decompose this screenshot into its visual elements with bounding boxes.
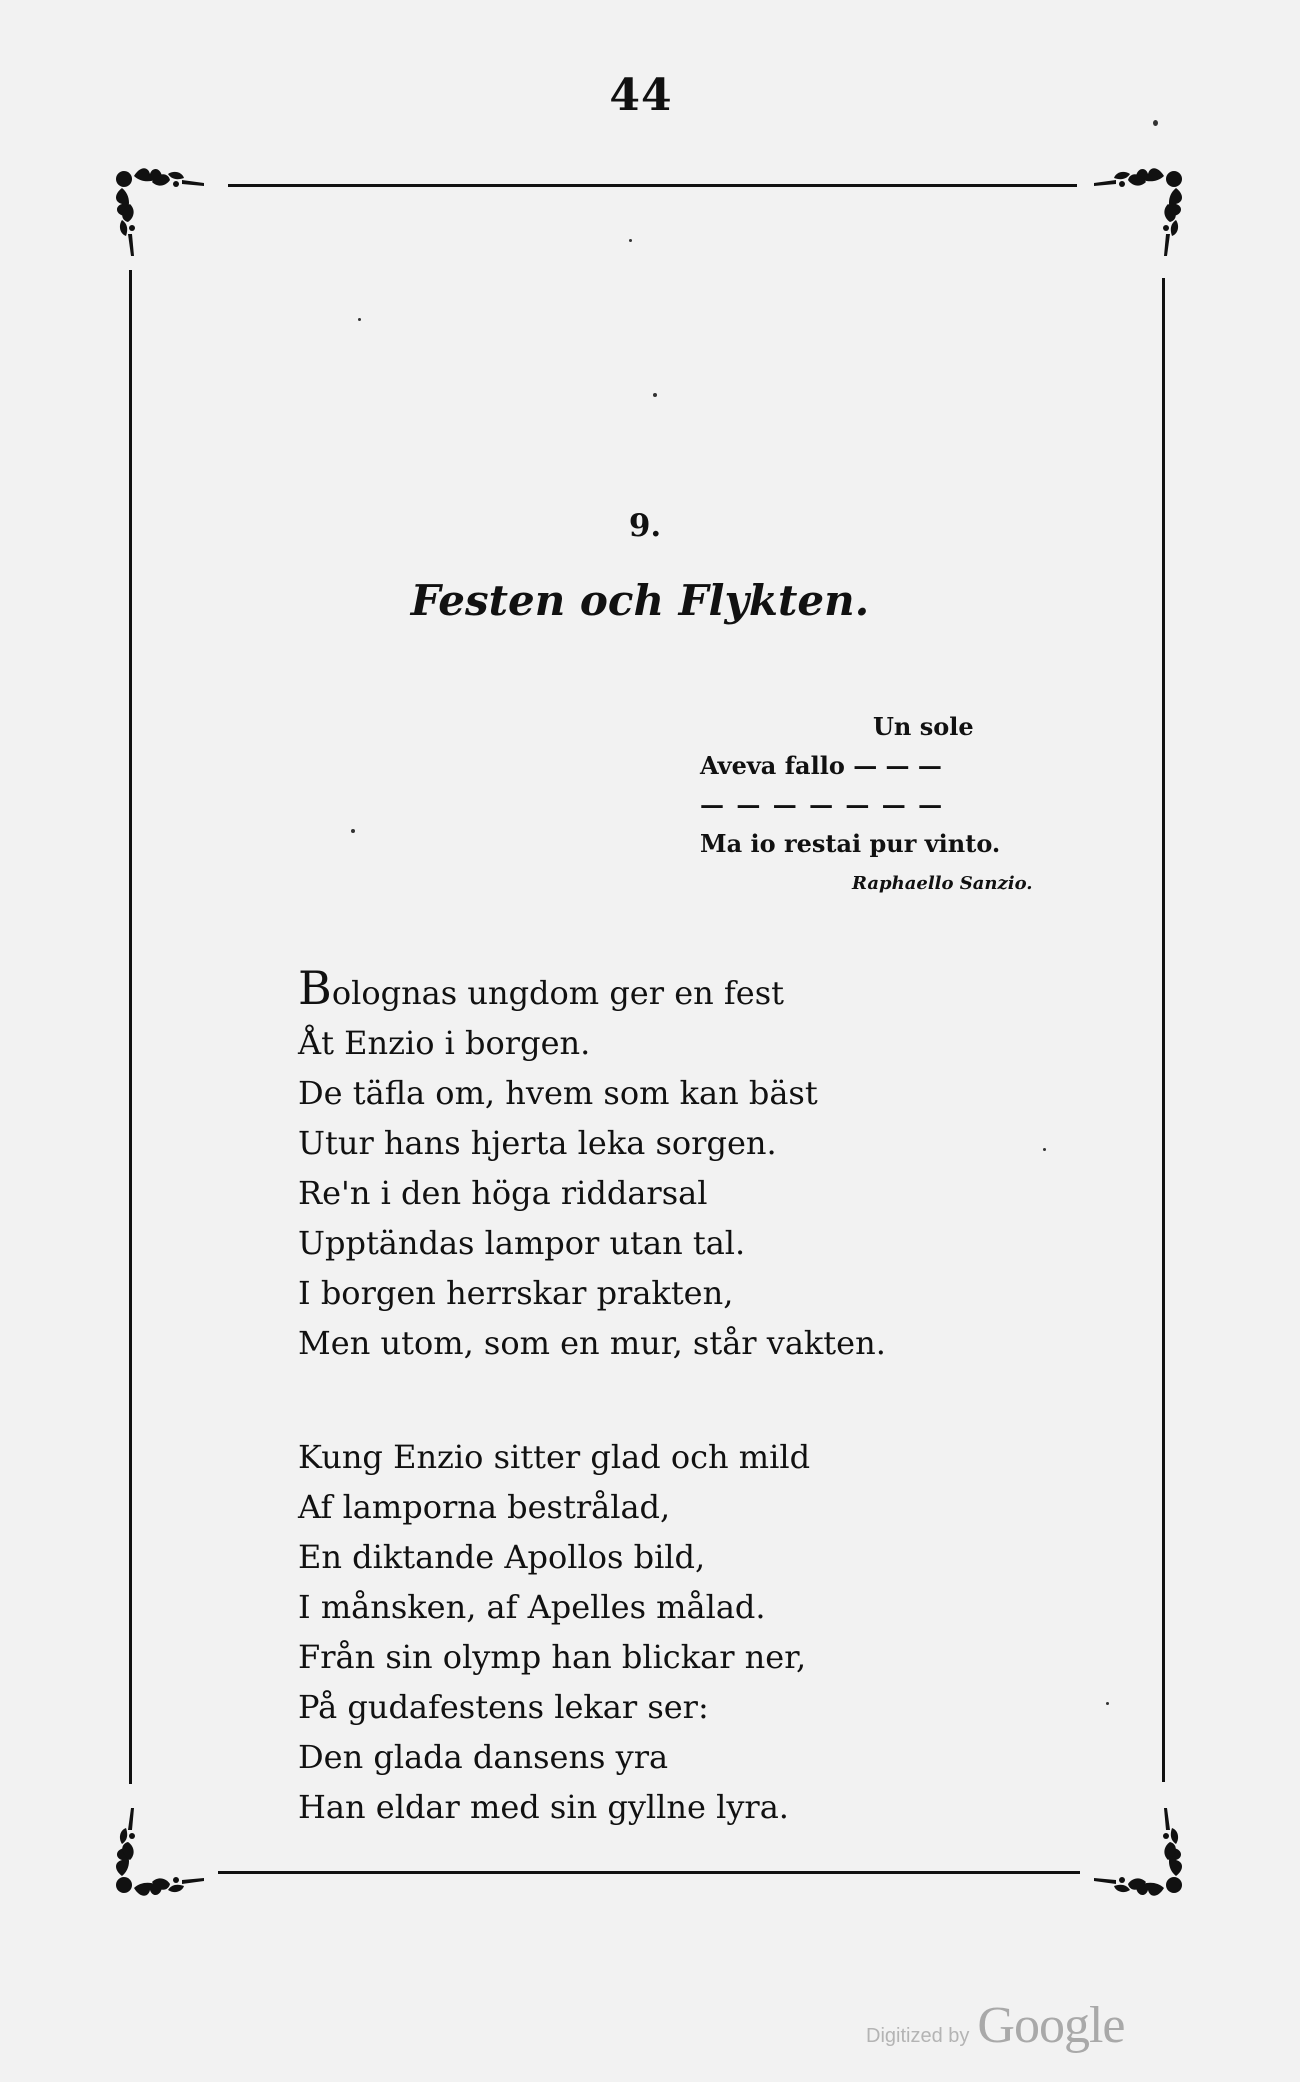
epigraph-line: Ma io restai pur vinto.: [700, 829, 1001, 858]
verse-line: De täfla om, hvem som kan bäst: [298, 1074, 818, 1112]
stanza-2: [298, 1432, 1058, 1832]
epigraph-attribution: Raphaello Sanzio.: [852, 873, 1033, 894]
verse-line: Den glada dansens yra: [298, 1738, 669, 1776]
epigraph-line: Aveva fallo — — —: [700, 751, 942, 780]
section-number: 9.: [628, 508, 662, 544]
verse-line: Han eldar med sin gyllne lyra.: [298, 1788, 789, 1826]
poem-title: Festen och Flykten.: [410, 576, 870, 625]
frame-right-rule: [1162, 278, 1165, 1782]
verse-line: Men utom, som en mur, står vakten.: [298, 1324, 886, 1362]
page-number: 44: [609, 70, 673, 121]
frame-top-rule: [228, 184, 1077, 187]
verse-line: Af lamporna bestrålad,: [298, 1488, 671, 1526]
print-speck: [653, 393, 657, 397]
epigraph: [700, 707, 1060, 863]
corner-ornament-bottom-right-icon: [1076, 1790, 1186, 1900]
drop-cap: B: [298, 961, 332, 1015]
verse-line: Utur hans hjerta leka sorgen.: [298, 1124, 777, 1162]
corner-ornament-top-right-icon: [1076, 164, 1186, 274]
print-speck: [1106, 1702, 1109, 1705]
verse-line-rest: olognas ungdom ger en fest: [331, 974, 784, 1012]
verse-line: [298, 961, 1058, 1018]
stanza-1: [298, 961, 1058, 1368]
verse-line: Kung Enzio sitter glad och mild: [298, 1438, 811, 1476]
watermark-prefix: Digitized by: [866, 2025, 970, 2047]
print-speck: [629, 239, 632, 242]
frame-bottom-rule: [218, 1871, 1080, 1874]
verse-line: På gudafestens lekar ser:: [298, 1688, 709, 1726]
verse-line: En diktande Apollos bild,: [298, 1538, 706, 1576]
watermark-brand: Google: [977, 1997, 1125, 2054]
verse-line: I månsken, af Apelles målad.: [298, 1588, 766, 1626]
print-speck: [351, 829, 355, 833]
epigraph-line: — — — — — — —: [700, 790, 945, 819]
corner-ornament-bottom-left-icon: [112, 1790, 222, 1900]
verse-line: Upptändas lampor utan tal.: [298, 1224, 746, 1262]
frame-left-rule: [129, 270, 132, 1784]
verse-line: Från sin olymp han blickar ner,: [298, 1638, 807, 1676]
print-speck: [358, 318, 361, 321]
corner-ornament-top-left-icon: [112, 164, 222, 274]
verse-line: I borgen herrskar prakten,: [298, 1274, 734, 1312]
verse-line: Re'n i den höga riddarsal: [298, 1174, 708, 1212]
epigraph-line: Un sole: [873, 712, 974, 741]
print-speck: [1153, 120, 1158, 126]
verse-line: Åt Enzio i borgen.: [298, 1024, 591, 1062]
digitized-watermark: [866, 1996, 1124, 2055]
